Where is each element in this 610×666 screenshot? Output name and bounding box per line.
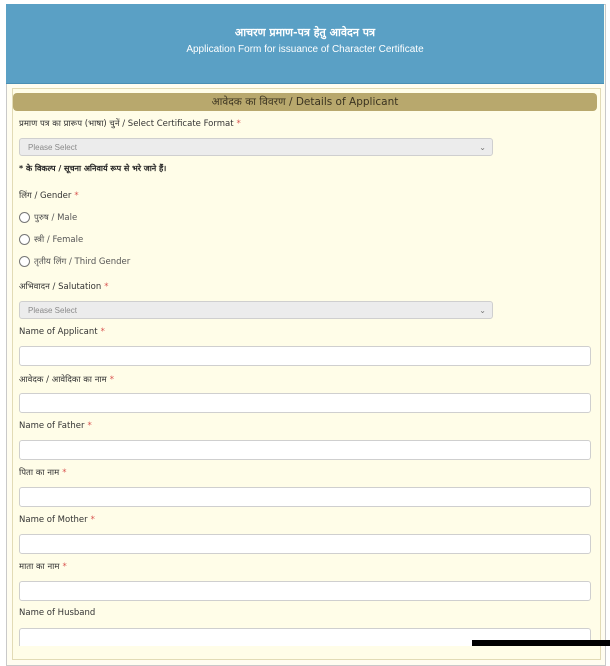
required-marker: * — [62, 468, 67, 478]
salutation-label-text: अभिवादन / Salutation — [19, 282, 102, 292]
certificate-format-select-value: Please Select — [28, 143, 77, 152]
applicant-name-hindi-input[interactable] — [19, 393, 591, 413]
chevron-down-icon: ⌄ — [479, 306, 486, 315]
father-name-hindi-label-text: पिता का नाम — [19, 468, 60, 478]
certificate-format-label — [19, 118, 241, 129]
required-marker: * — [100, 327, 105, 337]
father-name-hindi-label — [19, 467, 66, 478]
overlay-bar — [472, 640, 610, 646]
header-title-english: Application Form for issuance of Character Certificate — [186, 44, 424, 55]
salutation-select[interactable] — [19, 301, 493, 319]
certificate-format-label-text: प्रमाण पत्र का प्रारूप (भाषा) चुनें / Select Certificate Format — [19, 119, 234, 129]
mother-name-label-text: Name of Mother — [19, 515, 88, 525]
mother-name-hindi-input[interactable] — [19, 581, 591, 601]
required-marker: * — [87, 421, 92, 431]
gender-option-third[interactable] — [19, 256, 130, 267]
husband-name-label-text: Name of Husband — [19, 608, 96, 618]
required-marker: * — [74, 191, 79, 201]
father-name-input[interactable] — [19, 440, 591, 460]
mother-name-hindi-label — [19, 561, 67, 572]
section-header-applicant-details: आवेदक का विवरण / Details of Applicant — [13, 93, 597, 111]
applicant-name-hindi-label — [19, 374, 114, 385]
gender-option-female-label: स्त्री / Female — [34, 235, 84, 245]
gender-option-male[interactable] — [19, 212, 77, 223]
applicant-name-input[interactable] — [19, 346, 591, 366]
salutation-select-value: Please Select — [28, 306, 77, 315]
applicant-name-hindi-label-text: आवेदक / आवेदिका का नाम — [19, 375, 107, 385]
radio-circle-icon[interactable] — [19, 234, 30, 245]
gender-label — [19, 190, 79, 201]
required-marker: * — [104, 282, 109, 292]
gender-option-male-label: पुरुष / Male — [34, 213, 78, 223]
chevron-down-icon: ⌄ — [479, 143, 486, 152]
mother-name-input[interactable] — [19, 534, 591, 554]
mandatory-note: * के विकल्प / सूचना अनिवार्य रूप से भरे जाने हैं। — [19, 164, 167, 173]
radio-circle-icon[interactable] — [19, 256, 30, 267]
required-marker: * — [109, 375, 114, 385]
gender-option-female[interactable] — [19, 234, 83, 245]
gender-option-third-label: तृतीय लिंग / Third Gender — [34, 257, 131, 267]
required-marker: * — [90, 515, 95, 525]
salutation-label — [19, 281, 109, 292]
gender-label-text: लिंग / Gender — [19, 191, 72, 201]
required-marker: * — [236, 119, 241, 129]
applicant-name-label-text: Name of Applicant — [19, 327, 98, 337]
required-marker: * — [62, 562, 67, 572]
father-name-label — [19, 421, 92, 431]
father-name-label-text: Name of Father — [19, 421, 85, 431]
applicant-name-label — [19, 327, 105, 337]
husband-name-label — [19, 608, 95, 618]
radio-circle-icon[interactable] — [19, 212, 30, 223]
header-title-hindi: आचरण प्रमाण-पत्र हेतु आवेदन पत्र — [234, 26, 376, 39]
header-banner — [6, 4, 604, 84]
mother-name-hindi-label-text: माता का नाम — [19, 562, 60, 572]
certificate-format-select[interactable] — [19, 138, 493, 156]
father-name-hindi-input[interactable] — [19, 487, 591, 507]
mother-name-label — [19, 515, 95, 525]
